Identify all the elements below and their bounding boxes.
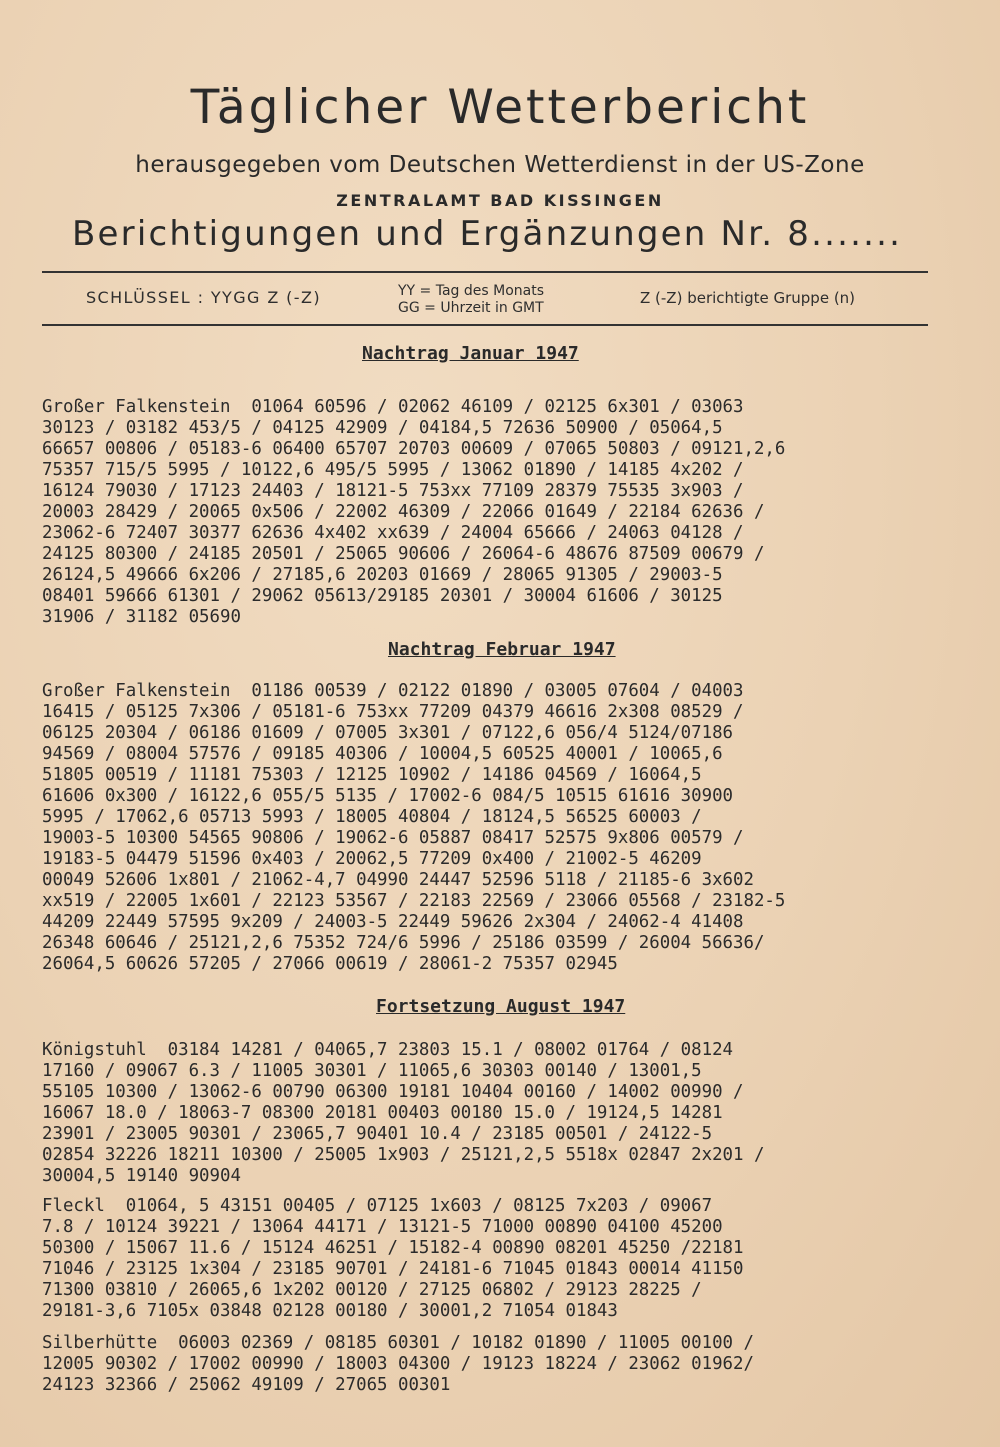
data-line: Königstuhl 03184 14281 / 04065,7 23803 15.1 / 08002 01764 / 08124 xyxy=(42,1040,734,1060)
data-line: 31906 / 31182 05690 xyxy=(42,607,241,627)
section-title-januar: Nachtrag Januar 1947 xyxy=(362,343,579,364)
data-line: 26064,5 60626 57205 / 27066 00619 / 28061-2 75357 02945 xyxy=(42,954,618,974)
section-januar xyxy=(42,397,785,628)
data-line: 5995 / 17062,6 05713 5993 / 18005 40804 / 18124,5 56525 60003 / xyxy=(42,807,702,827)
section-title-august: Fortsetzung August 1947 xyxy=(376,996,626,1017)
data-line: 26348 60646 / 25121,2,6 75352 724/6 5996 / 25186 03599 / 26004 56636/ xyxy=(42,933,765,953)
data-line: 16067 18.0 / 18063-7 08300 20181 00403 00180 15.0 / 19124,5 14281 xyxy=(42,1103,723,1123)
data-line: 23062-6 72407 30377 62636 4x402 xx639 / 24004 65666 / 24063 04128 / xyxy=(42,523,744,543)
data-line: 30123 / 03182 453/5 / 04125 42909 / 04184,5 72636 50900 / 05064,5 xyxy=(42,418,723,438)
data-line: Fleckl 01064, 5 43151 00405 / 07125 1x603 / 08125 7x203 / 09067 xyxy=(42,1196,713,1216)
key-yy-gg xyxy=(398,283,544,317)
key-schluessel: SCHLÜSSEL : YYGG Z (-Z) xyxy=(86,288,321,307)
data-line: 29181-3,6 7105x 03848 02128 00180 / 30001,2 71054 01843 xyxy=(42,1301,618,1321)
section-februar xyxy=(42,681,785,975)
data-line: 71300 03810 / 26065,6 1x202 00120 / 27125 06802 / 29123 28225 / xyxy=(42,1280,702,1300)
data-line: 02854 32226 18211 10300 / 25005 1x903 / 25121,2,5 5518x 02847 2x201 / xyxy=(42,1145,765,1165)
top-rule xyxy=(42,271,928,273)
data-line: 19183-5 04479 51596 0x403 / 20062,5 77209 0x400 / 21002-5 46209 xyxy=(42,849,702,869)
data-line: 55105 10300 / 13062-6 00790 06300 19181 10404 00160 / 14002 00990 / xyxy=(42,1082,744,1102)
section-august-koenigstuhl xyxy=(42,1040,764,1187)
data-line: 17160 / 09067 6.3 / 11005 30301 / 11065,6 30303 00140 / 13001,5 xyxy=(42,1061,702,1081)
data-line: 24123 32366 / 25062 49109 / 27065 00301 xyxy=(42,1375,451,1395)
data-line: 16415 / 05125 7x306 / 05181-6 753xx 77209 04379 46616 2x308 08529 / xyxy=(42,702,744,722)
data-line: 71046 / 23125 1x304 / 23185 90701 / 24181-6 71045 01843 00014 41150 xyxy=(42,1259,744,1279)
data-line: 16124 79030 / 17123 24403 / 18121-5 753xx 77109 28379 75535 3x903 / xyxy=(42,481,744,501)
data-line: 44209 22449 57595 9x209 / 24003-5 22449 59626 2x304 / 24062-4 41408 xyxy=(42,912,744,932)
office-name: ZENTRALAMT BAD KISSINGEN xyxy=(336,191,664,210)
corrections-heading: Berichtigungen und Ergänzungen Nr. 8....... xyxy=(72,214,903,254)
data-line: 66657 00806 / 05183-6 06400 65707 20703 00609 / 07065 50803 / 09121,2,6 xyxy=(42,439,786,459)
data-line: 06125 20304 / 06186 01609 / 07005 3x301 / 07122,6 056/4 5124/07186 xyxy=(42,723,734,743)
data-line: 51805 00519 / 11181 75303 / 12125 10902 / 14186 04569 / 16064,5 xyxy=(42,765,702,785)
data-line: 23901 / 23005 90301 / 23065,7 90401 10.4 / 23185 00501 / 24122-5 xyxy=(42,1124,713,1144)
data-line: 20003 28429 / 20065 0x506 / 22002 46309 / 22066 01649 / 22184 62636 / xyxy=(42,502,765,522)
data-line: 61606 0x300 / 16122,6 055/5 5135 / 17002-6 084/5 10515 61616 30900 xyxy=(42,786,734,806)
section-august-fleckl xyxy=(42,1196,744,1322)
data-line: 24125 80300 / 24185 20501 / 25065 90606 / 26064-6 48676 87509 00679 / xyxy=(42,544,765,564)
data-line: 7.8 / 10124 39221 / 13064 44171 / 13121-5 71000 00890 04100 45200 xyxy=(42,1217,723,1237)
key-gg: GG = Uhrzeit in GMT xyxy=(398,300,544,316)
data-line: 94569 / 08004 57576 / 09185 40306 / 10004,5 60525 40001 / 10065,6 xyxy=(42,744,723,764)
section-august-silberhuette xyxy=(42,1333,754,1396)
data-line: Silberhütte 06003 02369 / 08185 60301 / 10182 01890 / 11005 00100 / xyxy=(42,1333,754,1353)
key-z: Z (-Z) berichtigte Gruppe (n) xyxy=(640,289,856,307)
data-line: 50300 / 15067 11.6 / 15124 46251 / 15182-4 00890 08201 45250 /22181 xyxy=(42,1238,744,1258)
data-line: 19003-5 10300 54565 90806 / 19062-6 05887 08417 52575 9x806 00579 / xyxy=(42,828,744,848)
report-title: Täglicher Wetterbericht xyxy=(190,80,810,135)
data-line: Großer Falkenstein 01186 00539 / 02122 01890 / 03005 07604 / 04003 xyxy=(42,681,744,701)
data-line: 08401 59666 61301 / 29062 05613/29185 20301 / 30004 61606 / 30125 xyxy=(42,586,723,606)
section-title-februar: Nachtrag Februar 1947 xyxy=(388,639,616,660)
data-line: 75357 715/5 5995 / 10122,6 495/5 5995 / 13062 01890 / 14185 4x202 / xyxy=(42,460,744,480)
data-line: 26124,5 49666 6x206 / 27185,6 20203 01669 / 28065 91305 / 29003-5 xyxy=(42,565,723,585)
data-line: Großer Falkenstein 01064 60596 / 02062 46109 / 02125 6x301 / 03063 xyxy=(42,397,744,417)
data-line: 12005 90302 / 17002 00990 / 18003 04300 / 19123 18224 / 23062 01962/ xyxy=(42,1354,754,1374)
data-line: 30004,5 19140 90904 xyxy=(42,1166,241,1186)
report-subtitle: herausgegeben vom Deutschen Wetterdienst in der US-Zone xyxy=(135,152,865,178)
data-line: xx519 / 22005 1x601 / 22123 53567 / 22183 22569 / 23066 05568 / 23182-5 xyxy=(42,891,786,911)
bottom-rule xyxy=(42,324,928,326)
key-yy: YY = Tag des Monats xyxy=(398,283,545,299)
data-line: 00049 52606 1x801 / 21062-4,7 04990 24447 52596 5118 / 21185-6 3x602 xyxy=(42,870,754,890)
